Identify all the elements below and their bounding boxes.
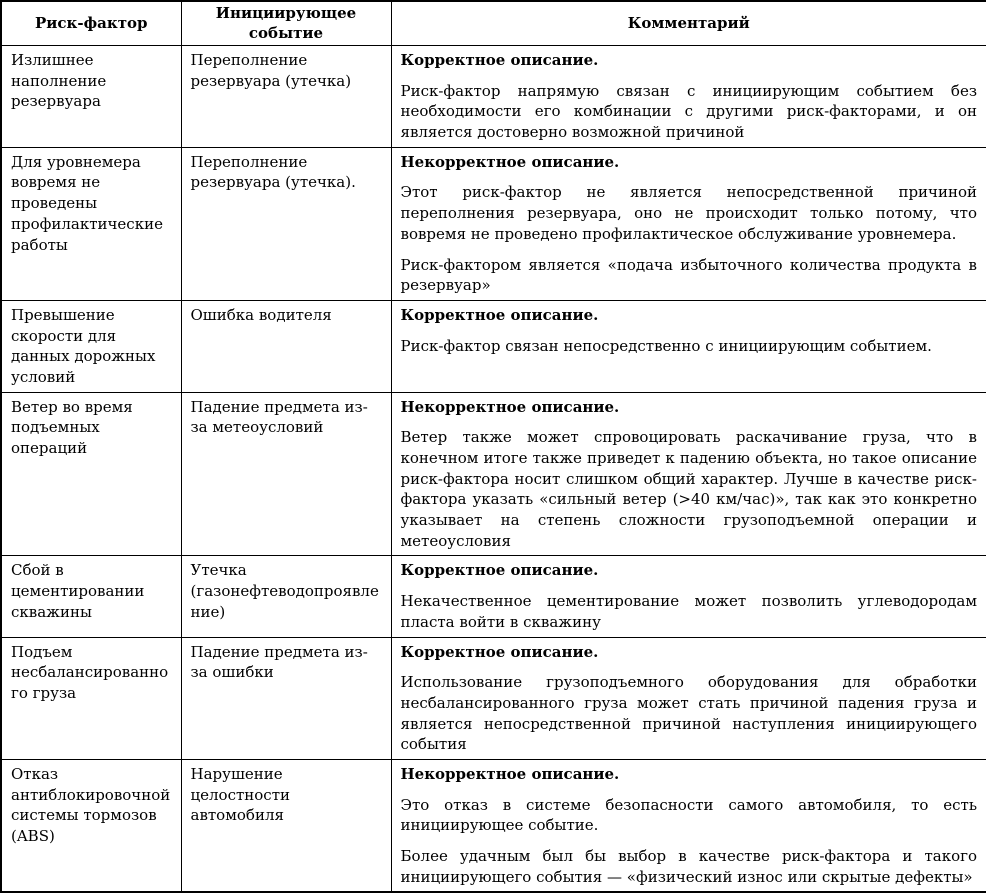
- comment-cell: [391, 392, 986, 556]
- comment-cell: [391, 556, 986, 637]
- comment-paragraph: Риск-фактор связан непосредственно с инициирующим событием.: [400, 336, 932, 355]
- verdict-text: Корректное описание.: [400, 51, 599, 69]
- comment-paragraph: Риск-фактором является «подача избыточного количества продукта в резервуар»: [400, 255, 977, 295]
- initiating-event-cell: Утечка (газонефтеводопроявление): [181, 556, 391, 637]
- table-row: [1, 556, 986, 637]
- risk-factor-cell: Ветер во время подъемных операций: [1, 392, 181, 556]
- comment-paragraph: Использование грузоподъемного оборудования для обработки несбалансированного груза может стать причиной падения груза и является непосредственной причиной наступления инициирующего события: [400, 673, 977, 754]
- comment-paragraph: Ветер также может спровоцировать раскачивание груза, что в конечном итоге также приведет к падению объекта, но такое описание риск-фактора носит слишком общий характер. Лучше в качестве риск-фактора указать «сильный ветер (>40 км/час)», так как это конкретно указывает на степень сложности грузоподъемной операции и метеоусловия: [400, 428, 977, 550]
- initiating-event-cell: Переполнение резервуара (утечка): [181, 46, 391, 148]
- comment-paragraph: Некачественное цементирование может позволить углеводородам пласта войти в скважину: [400, 592, 977, 631]
- verdict-text: Корректное описание.: [400, 305, 599, 324]
- initiating-event-cell: Нарушение целостности автомобиля: [181, 759, 391, 892]
- comment-paragraph: Этот риск-фактор не является непосредственной причиной переполнения резервуара, оно не происходит только потому, что вовремя не проведено профилактическое обслуживание уровнемера.: [400, 183, 977, 243]
- verdict-text: Корректное описание.: [400, 642, 599, 661]
- comment-cell: [391, 759, 986, 892]
- verdict-text: Некорректное описание.: [400, 764, 620, 783]
- header-initiating-event: Инициирующее событие: [181, 1, 391, 46]
- risk-factor-cell: Сбой в цементировании скважины: [1, 556, 181, 637]
- risk-factor-cell: Излишнее наполнение резервуара: [1, 46, 181, 148]
- header-risk-factor: Риск-фактор: [1, 1, 181, 46]
- comment-paragraph: Это отказ в системе безопасности самого автомобиля, то есть инициирующее событие.: [400, 795, 977, 835]
- table-row: [1, 759, 986, 892]
- initiating-event-cell: Падение предмета из-за метеоусловий: [181, 392, 391, 556]
- table-row: [1, 392, 986, 556]
- verdict-text: Некорректное описание.: [400, 397, 620, 416]
- risk-factor-cell: Отказ антиблокировочной системы тормозов (ABS): [1, 759, 181, 892]
- comment-paragraph: Более удачным был бы выбор в качестве риск-фактора и такого инициирующего события — «физический износ или скрытые дефекты»: [400, 847, 977, 886]
- comment-cell: [391, 637, 986, 759]
- comment-cell: [391, 46, 986, 148]
- risk-factor-cell: Превышение скорости для данных дорожных условий: [1, 300, 181, 392]
- initiating-event-cell: Ошибка водителя: [181, 300, 391, 392]
- risk-factor-cell: Для уровнемера вовремя не проведены профилактические работы: [1, 147, 181, 300]
- comment-paragraph: Риск-фактор напрямую связан с инициирующим событием без необходимости его комбинации с другими риск-факторами, и он является достоверно возможной причиной: [400, 81, 977, 142]
- table-row: [1, 300, 986, 392]
- comment-cell: [391, 300, 986, 392]
- verdict-text: Корректное описание.: [400, 561, 599, 580]
- table-row: [1, 147, 986, 300]
- verdict-text: Некорректное описание.: [400, 152, 620, 171]
- risk-factor-cell: Подъем несбалансированного груза: [1, 637, 181, 759]
- table-header-row: [1, 1, 986, 46]
- comment-cell: [391, 147, 986, 300]
- table-row: [1, 637, 986, 759]
- header-comment: Комментарий: [391, 1, 986, 46]
- table-row: [1, 46, 986, 148]
- initiating-event-cell: Падение предмета из-за ошибки: [181, 637, 391, 759]
- initiating-event-cell: Переполнение резервуара (утечка).: [181, 147, 391, 300]
